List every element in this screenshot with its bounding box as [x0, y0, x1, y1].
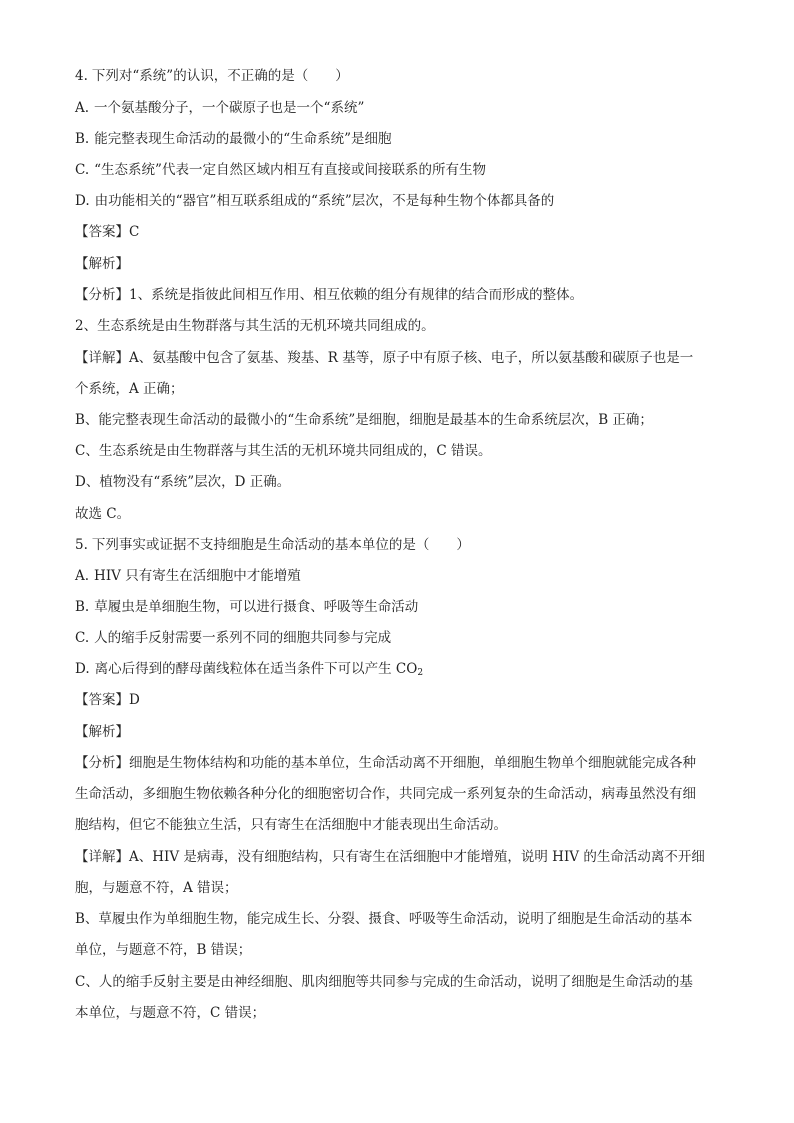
- q5-fenxi-line-1: 【分析】细胞是生物体结构和功能的基本单位，生命活动离不开细胞，单细胞生物单个细胞就能完成各种: [75, 755, 696, 771]
- q4-xiangjie-line-4: C、生态系统是由生物群落与其生活的无机环境共同组成的，C 错误。: [75, 443, 492, 459]
- q4-option-b: [75, 129, 725, 149]
- q5-xiangjie-line-1: 【详解】A、HIV 是病毒，没有细胞结构，只有寄生在活细胞中才能增殖，说明 HIV 的生命活动离不开细: [75, 849, 705, 865]
- option-letter: B.: [75, 131, 90, 147]
- question-text: 下列对“系统”的认识，不正确的是（ ）: [91, 68, 349, 84]
- question-number: 5.: [75, 537, 88, 553]
- answer-label: 【答案】: [75, 692, 129, 708]
- q5-option-d: [75, 659, 725, 679]
- q5-xiangjie-line-5: C、人的缩手反射主要是由神经细胞、肌肉细胞等共同参与完成的生命活动，说明了细胞是生命活动的基: [75, 974, 693, 990]
- option-letter: C.: [75, 162, 90, 178]
- question-5-stem: [75, 535, 725, 555]
- option-text: 草履虫是单细胞生物，可以进行摄食、呼吸等生命活动: [94, 599, 419, 615]
- option-text: 离心后得到的酵母菌线粒体在适当条件下可以产生 CO: [94, 661, 418, 677]
- q5-option-c: [75, 628, 725, 648]
- option-text: 能完整表现生命活动的最微小的“生命系统”是细胞: [94, 131, 392, 147]
- q5-option-b: [75, 597, 725, 617]
- q4-xiangjie-line-3: B、能完整表现生命活动的最微小的“生命系统”是细胞，细胞是最基本的生命系统层次，B 正确；: [75, 412, 653, 428]
- question-number: 4.: [75, 68, 88, 84]
- q5-option-a: [75, 566, 725, 586]
- answer-value: C: [129, 224, 140, 240]
- q5-answer: [75, 690, 725, 710]
- q4-option-a: [75, 98, 725, 118]
- q4-option-c: [75, 160, 725, 180]
- q5-xiangjie-line-6: 本单位，与题意不符，C 错误；: [75, 1005, 266, 1021]
- option-letter: D.: [75, 661, 90, 677]
- q5-xiangjie-line-3: B、草履虫作为单细胞生物，能完成生长、分裂、摄食、呼吸等生命活动，说明了细胞是生命活动的基本: [75, 911, 693, 927]
- option-text: 人的缩手反射需要一系列不同的细胞共同参与完成: [94, 630, 392, 646]
- option-text: “生态系统”代表一定自然区域内相互有直接或间接联系的所有生物: [94, 162, 486, 178]
- option-letter: B.: [75, 599, 90, 615]
- q5-fenxi-line-2: 生命活动，多细胞生物依赖各种分化的细胞密切合作，共同完成一系列复杂的生命活动，病毒虽然没有细: [75, 786, 696, 802]
- question-4-stem: [75, 66, 725, 86]
- q4-option-d: [75, 191, 725, 211]
- option-letter: D.: [75, 193, 90, 209]
- q4-xiangjie-line-1: 【详解】A、氨基酸中包含了氨基、羧基、R 基等，原子中有原子核、电子，所以氨基酸和碳原子也是一: [75, 350, 694, 366]
- q4-fenxi-line-2: 2、生态系统是由生物群落与其生活的无机环境共同组成的。: [75, 318, 435, 334]
- q4-answer: [75, 222, 725, 242]
- q5-fenxi-line-3: 胞结构，但它不能独立生活，只有寄生在活细胞中才能表现出生命活动。: [75, 817, 507, 833]
- option-text: 一个氨基酸分子，一个碳原子也是一个“系统”: [94, 100, 365, 116]
- option-letter: C.: [75, 630, 90, 646]
- q4-xiangjie-line-2: 个系统，A 正确；: [75, 381, 184, 397]
- question-text: 下列事实或证据不支持细胞是生命活动的基本单位的是（ ）: [91, 537, 470, 553]
- option-text: HIV 只有寄生在活细胞中才能增殖: [94, 568, 301, 584]
- subscript: 2: [417, 668, 424, 678]
- q4-xiangjie-line-5: D、植物没有“系统”层次，D 正确。: [75, 474, 291, 490]
- option-text: 由功能相关的“器官”相互联系组成的“系统”层次，不是每种生物个体都具备的: [94, 193, 555, 209]
- q4-fenxi-line-1: 【分析】1、系统是指彼此间相互作用、相互依赖的组分有规律的结合而形成的整体。: [75, 287, 584, 303]
- option-letter: A.: [75, 100, 90, 116]
- q4-analysis-heading: 【解析】: [75, 256, 129, 272]
- option-letter: A.: [75, 568, 90, 584]
- q5-analysis-heading: 【解析】: [75, 724, 129, 740]
- q5-xiangjie-line-2: 胞，与题意不符，A 错误；: [75, 880, 238, 896]
- q5-xiangjie-line-4: 单位，与题意不符，B 错误；: [75, 942, 252, 958]
- answer-label: 【答案】: [75, 224, 129, 240]
- answer-value: D: [129, 692, 140, 708]
- q4-xiangjie-line-6: 故选 C。: [75, 506, 131, 522]
